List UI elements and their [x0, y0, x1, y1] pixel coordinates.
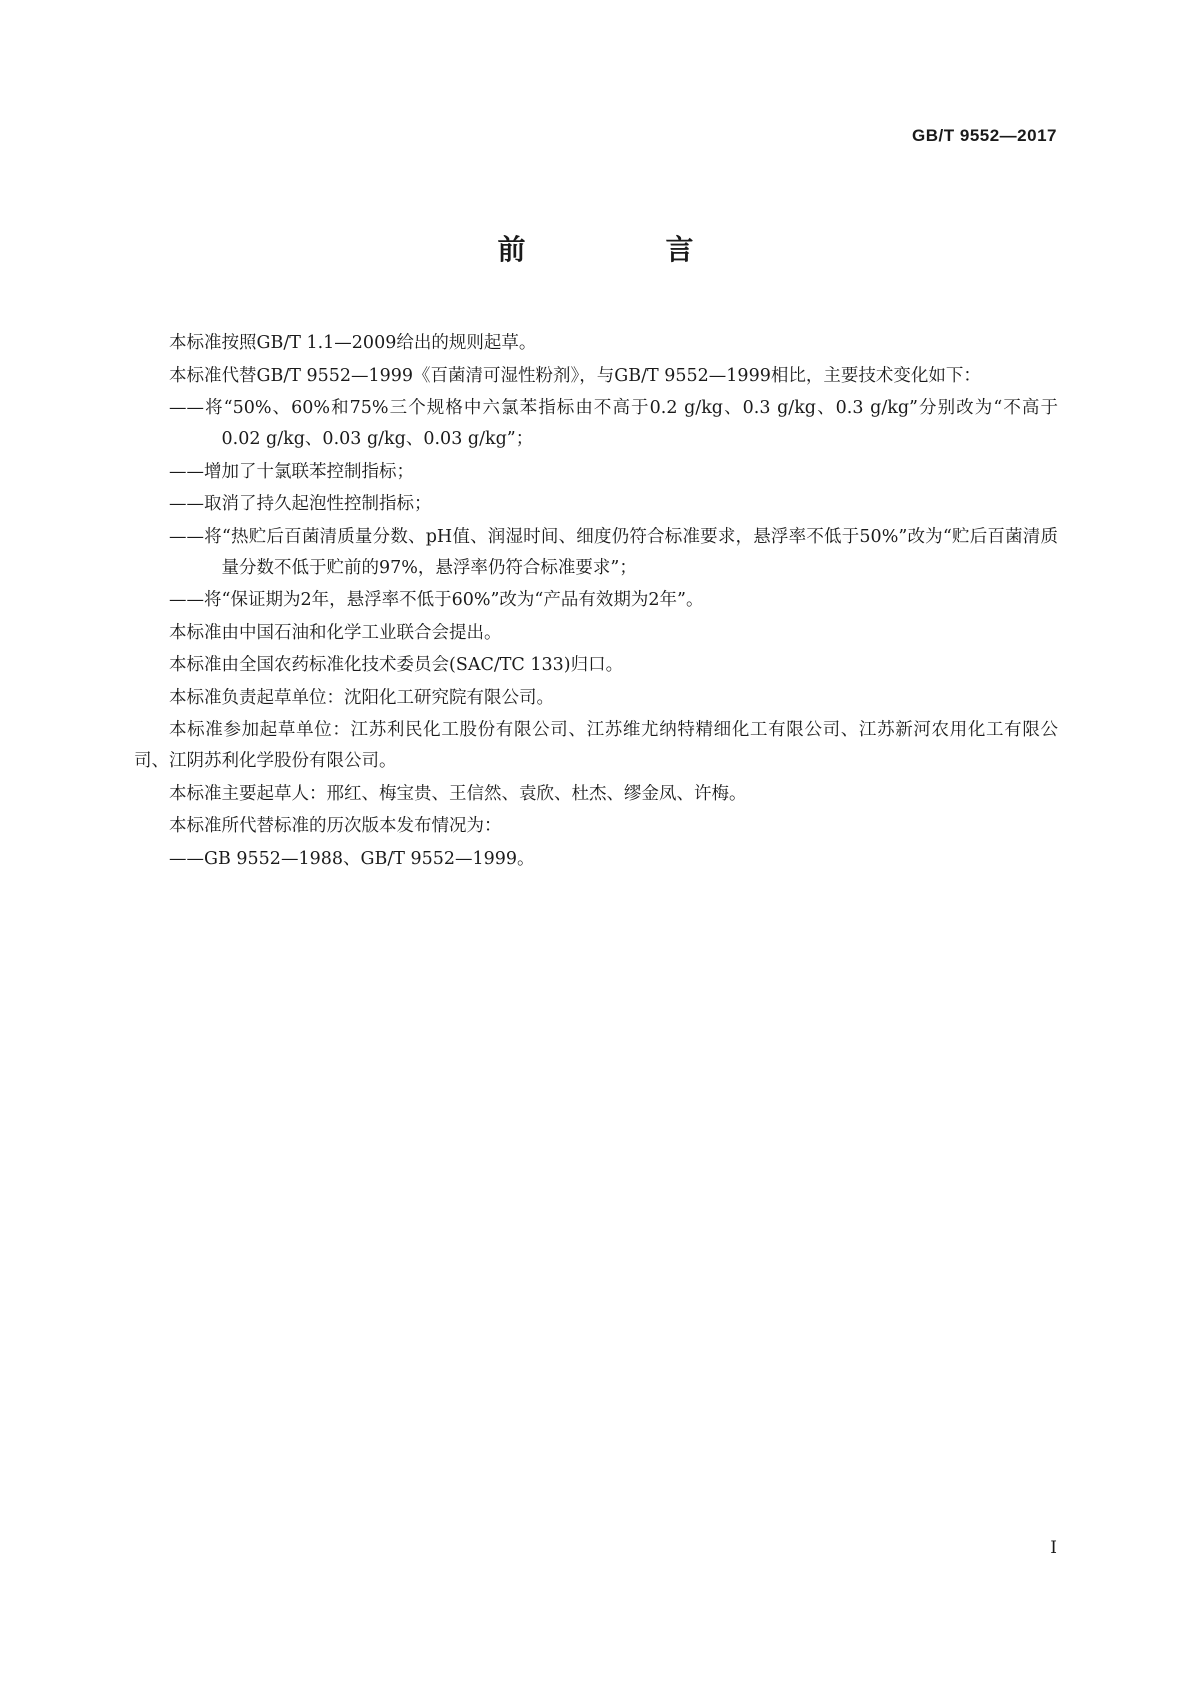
paragraph-replacement: 本标准代替GB/T 9552—1999《百菌清可湿性粉剂》，与GB/T 9552—1999相比，主要技术变化如下：: [169, 365, 981, 386]
change-item-hexachlorobenzene: ——将“50%、60%和75%三个规格中六氯苯指标由不高于0.2 g/kg、0.3 g/kg、0.3 g/kg”分别改为“不高于0.02 g/kg、0.03 g/kg、0.03 g/kg”；: [169, 398, 1058, 449]
paragraph-drafting-rules: 本标准按照GB/T 1.1—2009给出的规则起草。: [169, 333, 537, 353]
foreword-body: [134, 328, 1058, 876]
paragraph-committee: 本标准由全国农药标准化技术委员会(SAC/TC 133)归口。: [169, 655, 624, 675]
change-item-decachlorobiphenyl: ——增加了十氯联苯控制指标；: [169, 461, 414, 482]
paragraph-previous-versions: 本标准所代替标准的历次版本发布情况为：: [169, 816, 502, 836]
change-item-validity: ——将“保证期为2年，悬浮率不低于60%”改为“产品有效期为2年”。: [169, 590, 704, 610]
paragraph-responsible-unit: 本标准负责起草单位：沈阳化工研究院有限公司。: [169, 687, 554, 708]
standard-code: GB/T 9552—2017: [912, 126, 1057, 145]
change-item-foaming: ——取消了持久起泡性控制指标；: [169, 494, 432, 514]
change-item-storage: ——将“热贮后百菌清质量分数、pH值、润湿时间、细度仍符合标准要求，悬浮率不低于50%”改为“贮后百菌清质量分数不低于贮前的97%，悬浮率仍符合标准要求”；: [169, 526, 1058, 578]
paragraph-proposer: 本标准由中国石油和化学工业联合会提出。: [169, 622, 502, 643]
previous-version-item: ——GB 9552—1988、GB/T 9552—1999。: [169, 848, 535, 869]
paragraph-participating-units: 本标准参加起草单位：江苏利民化工股份有限公司、江苏维尤纳特精细化工有限公司、江苏新河农用化工有限公司、江阴苏利化学股份有限公司。: [134, 720, 1058, 771]
page-number: I: [1050, 1538, 1057, 1558]
page-title: 前 言: [497, 233, 750, 266]
paragraph-drafters: 本标准主要起草人：邢红、梅宝贵、王信然、袁欣、杜杰、缪金凤、许梅。: [169, 783, 747, 804]
